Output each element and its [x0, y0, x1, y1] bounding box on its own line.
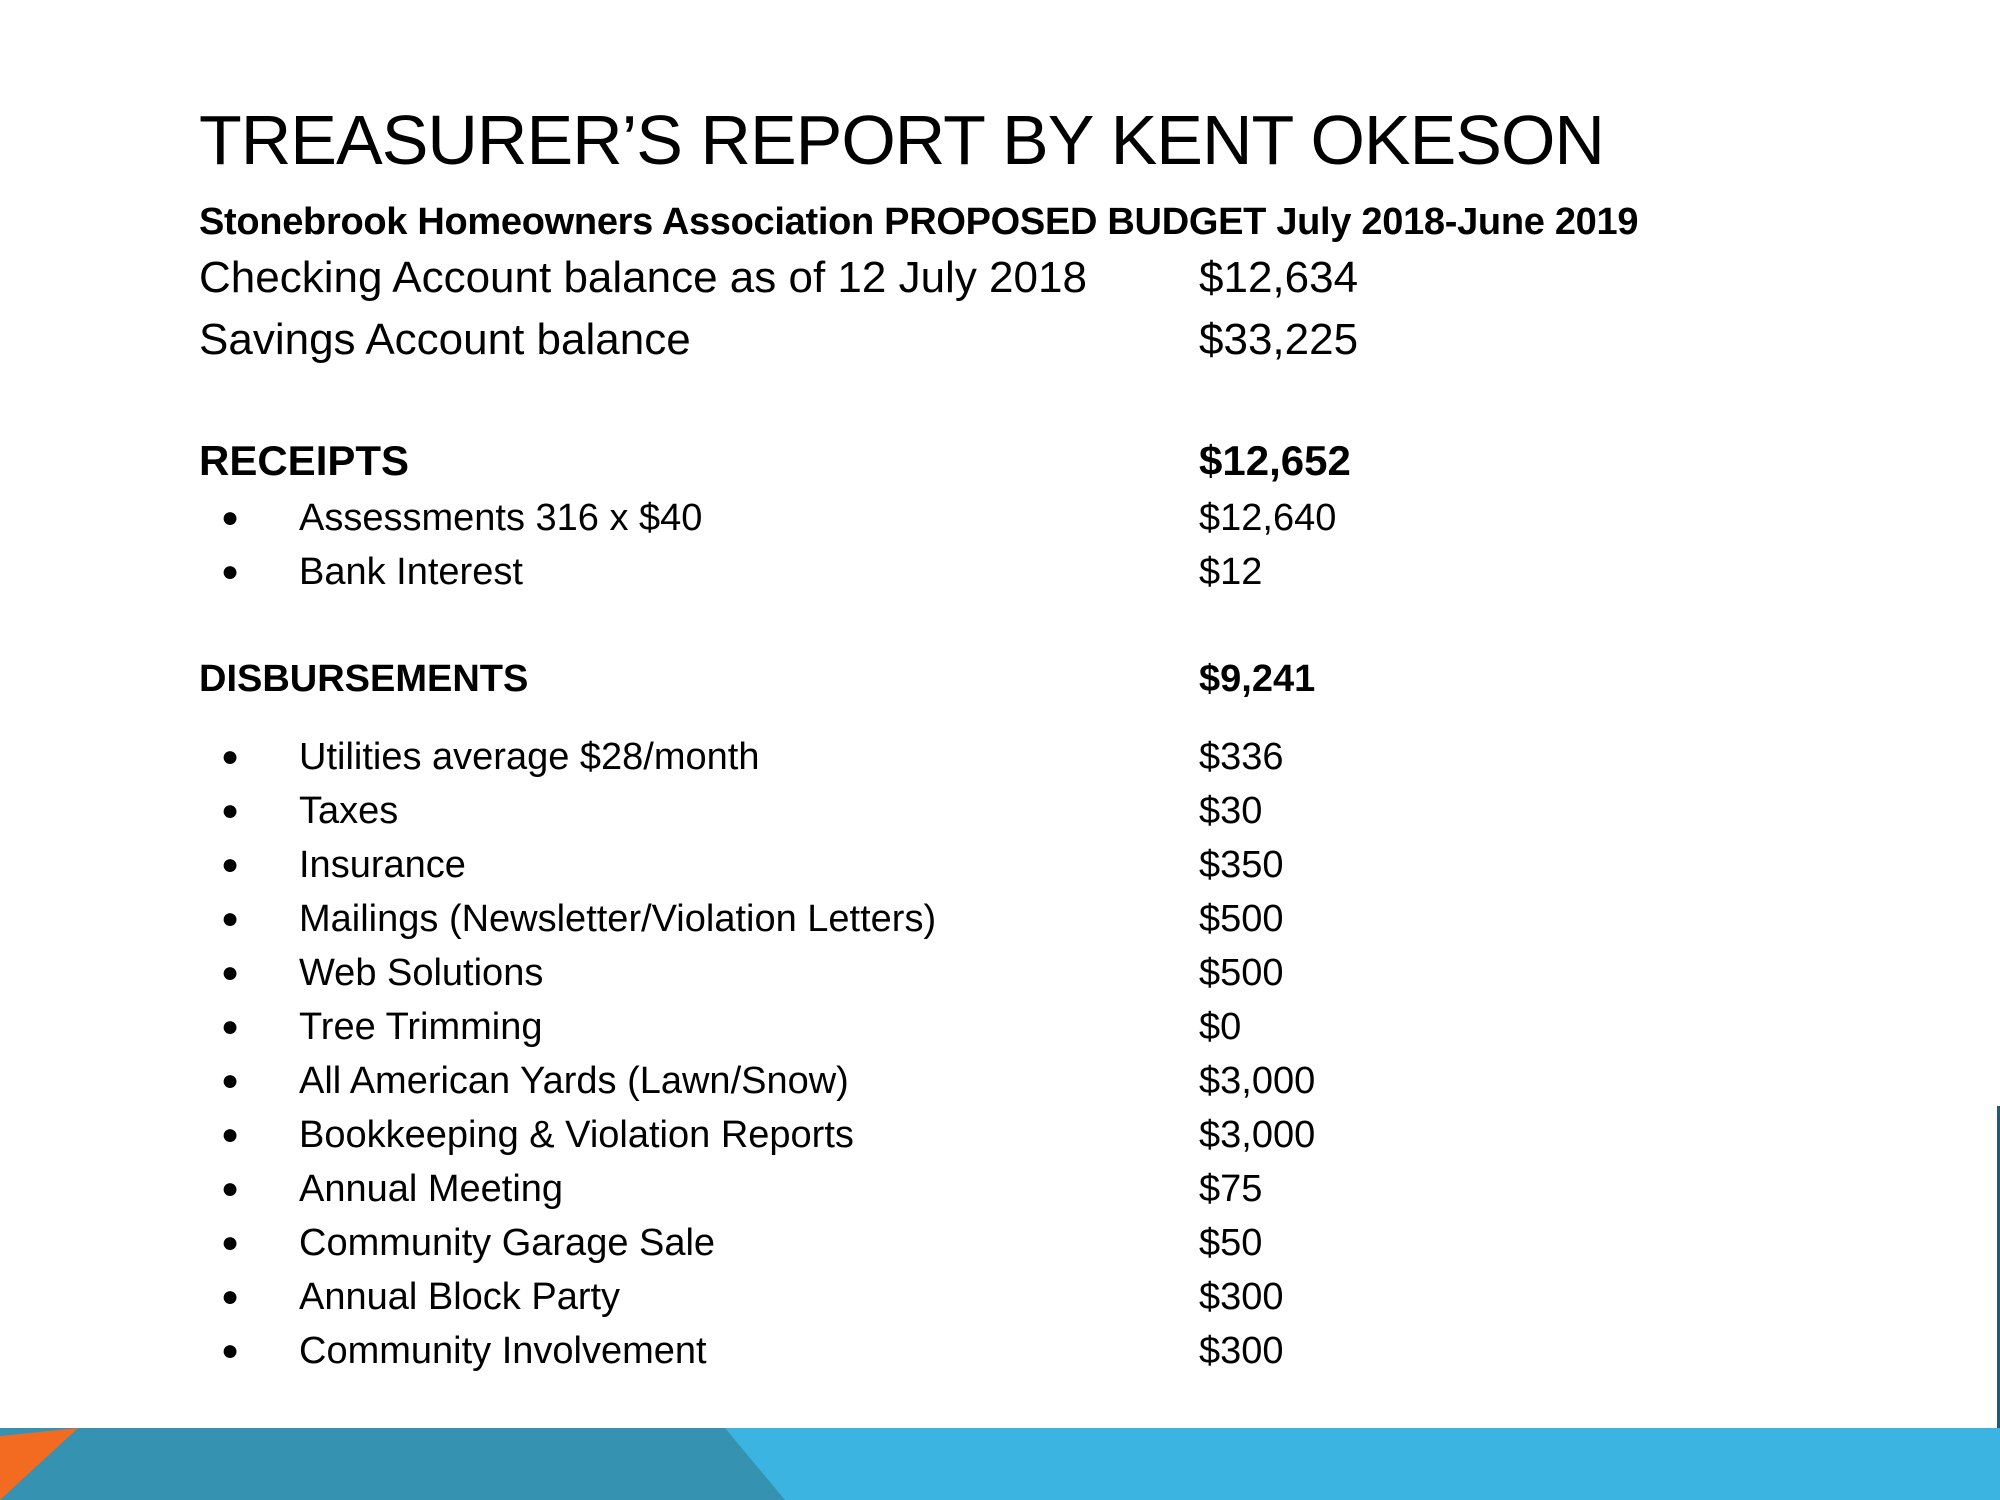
disbursement-item-amount: $300 [1199, 1330, 1284, 1372]
disbursement-item-label: Mailings (Newsletter/Violation Letters) [299, 898, 937, 940]
bullet-icon: ● [221, 740, 240, 773]
disbursement-item-amount: $500 [1199, 898, 1284, 940]
bullet-icon: ● [221, 1172, 240, 1205]
disbursement-item [199, 1110, 1699, 1160]
disbursement-item [199, 1164, 1699, 1214]
savings-balance-amount: $33,225 [1199, 315, 1359, 364]
disbursement-item-amount: $0 [1199, 1006, 1242, 1048]
disbursement-item [199, 1002, 1699, 1052]
savings-balance-label: Savings Account balance [199, 315, 691, 364]
disbursement-item-amount: $50 [1199, 1222, 1263, 1264]
disbursement-item-amount: $30 [1199, 790, 1263, 832]
bullet-icon: ● [221, 1064, 240, 1097]
disbursement-item-label: Tree Trimming [299, 1006, 543, 1048]
footer-band [0, 1428, 2000, 1500]
footer-dark-teal-shape [0, 1428, 785, 1500]
disbursement-item-label: Taxes [299, 790, 399, 832]
disbursement-item [199, 1272, 1699, 1322]
disbursement-item-label: Web Solutions [299, 952, 544, 994]
disbursement-item-amount: $300 [1199, 1276, 1284, 1318]
disbursement-item [199, 1326, 1699, 1376]
disbursement-item-amount: $3,000 [1199, 1060, 1316, 1102]
disbursement-item [199, 948, 1699, 998]
receipt-item-label: Bank Interest [299, 551, 523, 593]
disbursement-item-label: Community Garage Sale [299, 1222, 716, 1264]
disbursement-item-amount: $3,000 [1199, 1114, 1316, 1156]
disbursement-item-label: All American Yards (Lawn/Snow) [299, 1060, 849, 1102]
checking-balance-row [199, 251, 1699, 305]
bullet-icon: ● [221, 1280, 240, 1313]
disbursements-header-row [199, 652, 1699, 706]
disbursement-item [199, 1056, 1699, 1106]
bullet-icon: ● [221, 794, 240, 827]
disbursements-label: DISBURSEMENTS [199, 658, 529, 700]
disbursement-item-label: Annual Meeting [299, 1168, 564, 1210]
receipts-header-row [199, 434, 1699, 488]
disbursement-item-label: Utilities average $28/month [299, 736, 760, 778]
bullet-icon: ● [221, 501, 240, 534]
bullet-icon: ● [221, 848, 240, 881]
disbursement-item-amount: $500 [1199, 952, 1284, 994]
disbursement-item [199, 732, 1699, 782]
disbursement-item [199, 1218, 1699, 1268]
disbursement-item-label: Annual Block Party [299, 1276, 621, 1318]
bullet-icon: ● [221, 902, 240, 935]
bullet-icon: ● [221, 1118, 240, 1151]
savings-balance-row [199, 313, 1699, 367]
bullet-icon: ● [221, 1226, 240, 1259]
receipts-total: $12,652 [1199, 437, 1351, 484]
receipt-item [199, 493, 1699, 543]
budget-subtitle: Stonebrook Homeowners Association PROPOSED BUDGET July 2018-June 2019 [199, 201, 1639, 243]
bullet-icon: ● [221, 956, 240, 989]
bullet-icon: ● [221, 555, 240, 588]
disbursement-item [199, 840, 1699, 890]
receipt-item-amount: $12 [1199, 551, 1263, 593]
bullet-icon: ● [221, 1334, 240, 1367]
disbursement-item-label: Bookkeeping & Violation Reports [299, 1114, 854, 1156]
disbursement-item-amount: $350 [1199, 844, 1284, 886]
disbursement-item [199, 786, 1699, 836]
checking-balance-amount: $12,634 [1199, 253, 1359, 302]
disbursement-item [199, 894, 1699, 944]
receipt-item-amount: $12,640 [1199, 497, 1337, 539]
slide-title: TREASURER’S REPORT BY KENT OKESON [199, 101, 1604, 179]
receipts-label: RECEIPTS [199, 437, 410, 484]
receipt-item [199, 547, 1699, 597]
disbursement-item-label: Community Involvement [299, 1330, 707, 1372]
disbursement-item-label: Insurance [299, 844, 466, 886]
checking-balance-label: Checking Account balance as of 12 July 2018 [199, 253, 1087, 302]
disbursement-item-amount: $336 [1199, 736, 1284, 778]
receipt-item-label: Assessments 316 x $40 [299, 497, 703, 539]
bullet-icon: ● [221, 1010, 240, 1043]
disbursement-item-amount: $75 [1199, 1168, 1263, 1210]
disbursements-total: $9,241 [1199, 658, 1316, 700]
